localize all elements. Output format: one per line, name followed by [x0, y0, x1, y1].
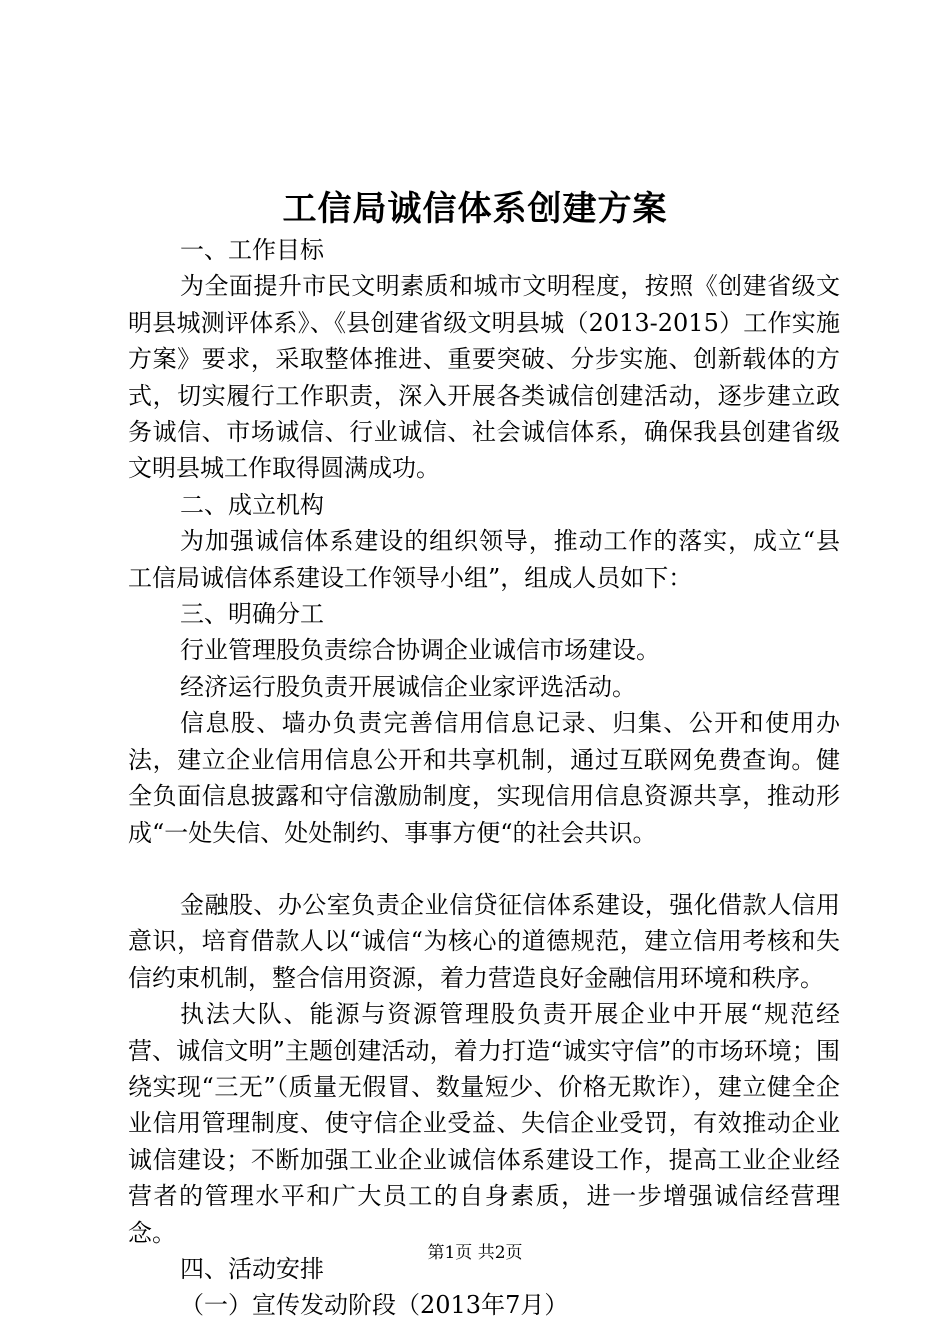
subsection-heading-publicity: （一）宣传发动阶段（2013年7月）	[180, 1291, 569, 1320]
paragraph-organization: 为加强诚信体系建设的组织领导，推动工作的落实，成立“县工信局诚信体系建设工作领导小组”，组成人员如下：	[128, 527, 840, 592]
paragraph-information: 信息股、墙办负责完善信用信息记录、归集、公开和使用办法，建立企业信用信息公开和共享机制，通过互联网免费查询。健全负面信息披露和守信激励制度，实现信用信息资源共享，推动形成“一处失信、处处制约、事事方便“的社会共识。	[128, 709, 840, 847]
paragraph-industry-management: 行业管理股负责综合协调企业诚信市场建设。	[180, 636, 660, 665]
paragraph-enforcement: 执法大队、能源与资源管理股负责开展企业中开展“规范经营、诚信文明”主题创建活动，着力打造“诚实守信”的市场环境；围绕实现“三无”（质量无假冒、数量短少、价格无欺诈），建立健全企业信用管理制度、使守信企业受益、失信企业受罚，有效推动企业诚信建设；不断加强工业企业诚信体系建设工作，提高工业企业经营者的管理水平和广大员工的自身素质，进一步增强诚信经营理念。	[128, 1000, 840, 1247]
paragraph-finance: 金融股、办公室负责企业信贷征信体系建设，强化借款人信用意识，培育借款人以“诚信“为核心的道德规范，建立信用考核和失信约束机制，整合信用资源，着力营造良好金融信用环境和秩序。	[128, 890, 840, 992]
section-heading-organization: 二、成立机构	[180, 490, 324, 519]
page-number: 第1页 共2页	[427, 1243, 523, 1263]
paragraph-goals: 为全面提升市民文明素质和城市文明程度，按照《创建省级文明县城测评体系》、《县创建省级文明县城（2013-2015）工作实施方案》要求，采取整体推进、重要突破、分步实施、创新载体的方式，切实履行工作职责，深入开展各类诚信创建活动，逐步建立政务诚信、市场诚信、行业诚信、社会诚信体系，确保我县创建省级文明县城工作取得圆满成功。	[128, 272, 840, 483]
section-heading-division: 三、明确分工	[180, 600, 324, 629]
document-body	[128, 232, 840, 1324]
paragraph-economic-operation: 经济运行股负责开展诚信企业家评选活动。	[180, 672, 636, 701]
section-heading-activities: 四、活动安排	[180, 1254, 324, 1283]
document-title: 工信局诚信体系创建方案	[282, 189, 668, 229]
section-heading-goals: 一、工作目标	[180, 236, 324, 264]
